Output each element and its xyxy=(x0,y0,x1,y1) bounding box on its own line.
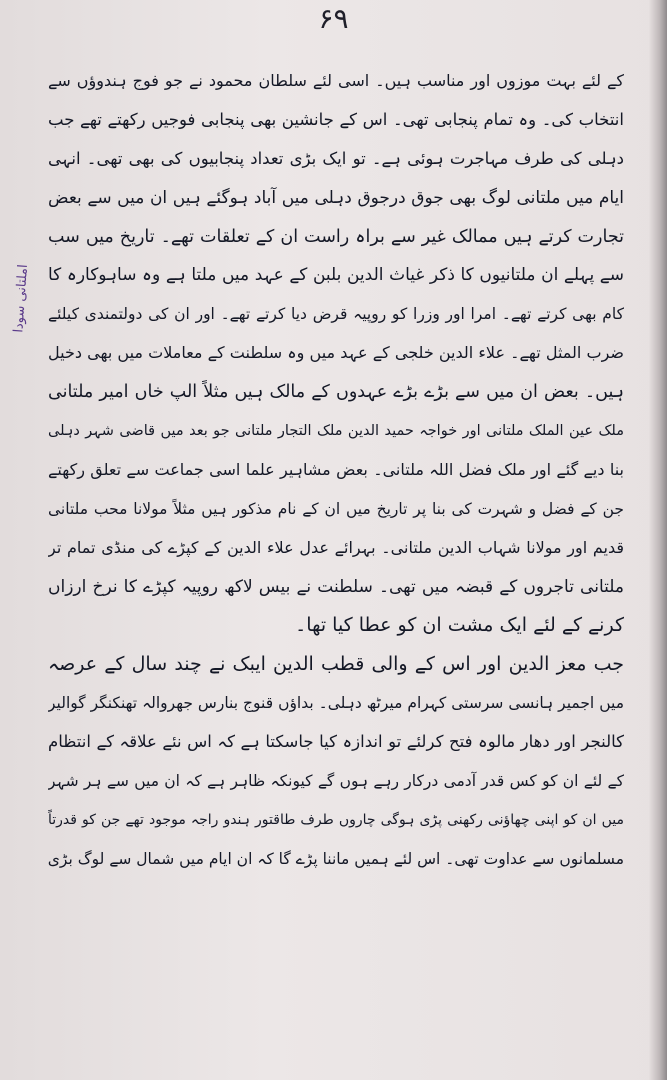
text-line: قدیم اور مولانا شہاب الدین ملتانی۔ بہرائے عدل علاء الدین کے کپڑے کی منڈی تمام تر xyxy=(48,537,624,557)
text-line: مسلمانوں سے عداوت تھی۔ اس لئے ہمیں ماننا پڑے گا کہ ان ایام میں شمال سے لوگ بڑی xyxy=(48,849,624,868)
text-line: ہیں۔ بعض ان میں سے بڑے بڑے عہدوں کے مالک ہیں مثلاً الپ خاں امیر ملتانی xyxy=(48,382,624,403)
text-line: ملک عین الملک ملتانی اور خواجہ حمید الدین ملک التجار ملتانی جو بعد میں قاضی شہر دہلی xyxy=(48,423,624,440)
text-line: کے لئے ان کو کس قدر آدمی درکار رہے ہوں گے کیونکہ ظاہر ہے کہ ان میں سے ہر شہر xyxy=(48,772,624,791)
text-line: ضرب المثل تھے۔ علاء الدین خلجی کے عہد میں وہ سلطنت کے معاملات میں بھی دخیل xyxy=(48,343,624,363)
body-text xyxy=(48,62,624,879)
text-line: میں ان کو اپنی چھاؤنی رکھنی پڑی ہوگی چاروں طرف طاقتور ہندو راجہ موجود تھے جن کو قدرتاً xyxy=(48,811,624,828)
page-number: ۶۹ xyxy=(318,2,349,35)
text-line: جن کے فضل و شہرت کی بنا پر تاریخ میں ان کے نام مذکور ہیں مثلاً مولانا محب ملتانی xyxy=(48,499,624,518)
text-line: جب معز الدین اور اس کے والی قطب الدین ایبک نے چند سال کے عرصہ xyxy=(48,653,624,676)
text-line: بنا دیے گئے اور ملک فضل اللہ ملتانی۔ بعض مشاہیر علما اسی جماعت سے تعلق رکھتے xyxy=(48,459,624,479)
text-line: ایام میں ملتانی لوگ بھی جوق درجوق دہلی میں آباد ہوگئے ہیں ان میں سے بعض xyxy=(48,187,624,208)
book-spine-shadow xyxy=(649,0,667,1080)
margin-note xyxy=(4,236,38,360)
text-line: میں اجمیر ہانسی سرستی کہرام میرٹھ دہلی۔ بداؤں قنوج بنارس جھروالہ تھنکنگر گوالیر xyxy=(48,694,624,713)
text-line: ملتانی تاجروں کے قبضہ میں تھی۔ سلطنت نے بیس لاکھ روپیہ کپڑے کا نرخ ارزاں xyxy=(48,576,624,597)
text-line: کام بھی کرتے تھے۔ امرا اور وزرا کو روپیہ قرض دیا کرتے تھے۔ اور ان کی دولتمندی کیلئے xyxy=(48,305,624,324)
text-line: دہلی کی طرف مہاجرت ہوئی ہے۔ تو ایک بڑی تعداد پنجابیوں کی بھی تھی۔ انہی xyxy=(48,148,624,168)
text-line: تجارت کرتے ہیں ممالک غیر سے براہ راست ان کے تعلقات تھے۔ تاریخ میں سب xyxy=(48,226,624,247)
margin-note-text: املتانی سودا xyxy=(11,263,31,333)
text-line: کرنے کے لئے ایک مشت ان کو عطا کیا تھا۔ xyxy=(295,614,624,637)
text-line: سے پہلے ان ملتانیوں کا ذکر غیاث الدین بلبن کے عہد میں ملتا ہے وہ ساہوکارہ کا xyxy=(48,265,624,286)
text-line: کالنجر اور دھار مالوہ فتح کرلئے تو اندازہ کیا جاسکتا ہے کہ اس نئے علاقہ کے انتظام xyxy=(48,732,624,752)
text-line: کے لئے بہت موزوں اور مناسب ہیں۔ اسی لئے سلطان محمود نے جو فوج ہندوؤں سے xyxy=(48,71,624,90)
text-line: انتخاب کی۔ وہ تمام پنجابی تھی۔ اس کے جانشین بھی پنجابی فوجیں رکھتے تھے جب xyxy=(48,109,624,129)
